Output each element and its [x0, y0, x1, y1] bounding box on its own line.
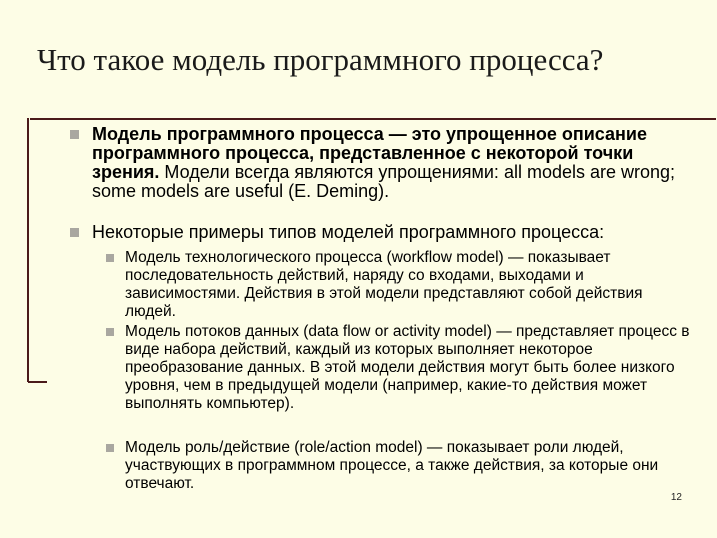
sub-bullet-text: Модель роль/действие (role/action model) — показывает роли людей, участвующих в программном процессе, а также действия, за которые они отвечают.	[125, 439, 659, 492]
square-bullet-icon	[106, 254, 114, 262]
bullet-text: Некоторые примеры типов моделей программного процесса:	[92, 222, 605, 242]
square-bullet-icon	[106, 328, 114, 336]
accent-line-foot	[28, 381, 47, 383]
sub-bullet-text: Модель потоков данных (data flow or activity model) — представляет процесс в виде набора действий, каждый из которых выполняет некоторое преобразование данных. В этой модели действия могут быть более низкого уровня, чем в предыдущей модели (например, какие-то действия может выполнять компьютер).	[125, 323, 690, 412]
square-bullet-icon	[70, 130, 79, 139]
page-number: 12	[670, 492, 682, 503]
left-accent-line	[27, 118, 29, 382]
bullet-bold-text: Модель программного процесса — это упрощенное описание программного процесса, представленное с некоторой точки зрения.	[92, 124, 647, 182]
sub-bullet-item	[125, 249, 695, 321]
title-divider	[30, 118, 716, 120]
square-bullet-icon	[70, 228, 79, 237]
bullet-item	[92, 125, 692, 201]
sub-bullet-item	[125, 439, 695, 493]
square-bullet-icon	[106, 444, 114, 452]
slide-title: Что такое модель программного процесса?	[37, 42, 604, 77]
sub-bullet-item	[125, 323, 695, 413]
sub-bullet-text: Модель технологического процесса (workflow model) — показывает последовательность действий, наряду со входами, выходами и зависимостями. Действия в этой модели представляют собой действия людей.	[125, 249, 643, 320]
bullet-item	[92, 223, 692, 242]
bullet-text: Модели всегда являются упрощениями: all models are wrong; some models are useful (E. Deming).	[92, 162, 676, 201]
